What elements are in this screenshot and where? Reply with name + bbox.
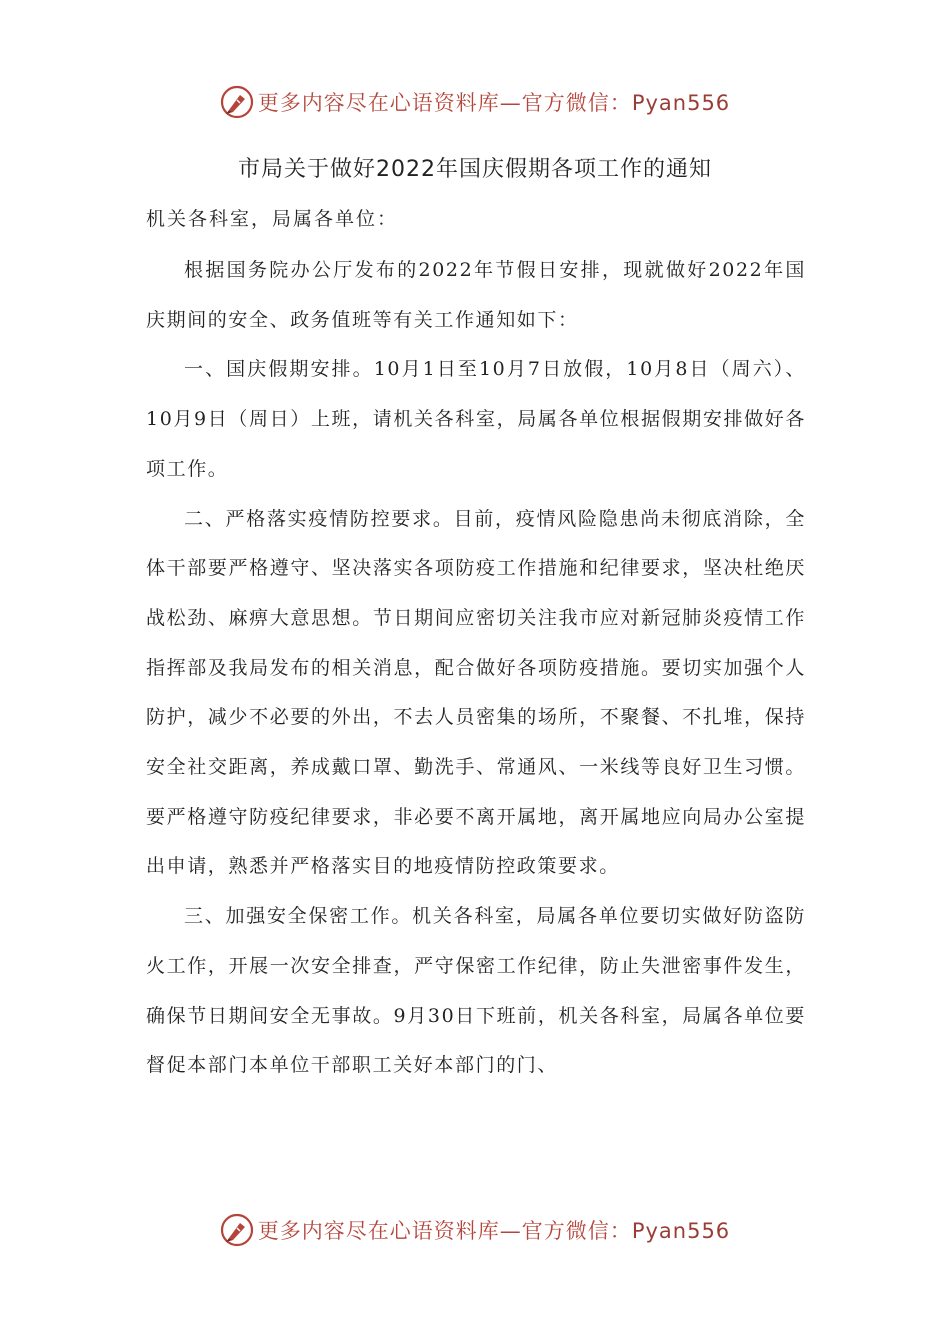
paragraph-holiday-schedule: 一、国庆假期安排。10月1日至10月7日放假，10月8日（周六）、10月9日（周日）上班，请机关各科室，局属各单位根据假期安排做好各项工作。 (146, 358, 806, 480)
banner-contact: Pyan556 (631, 1219, 731, 1243)
paragraph-epidemic-control: 二、严格落实疫情防控要求。目前，疫情风险隐患尚未彻底消除，全体干部要严格遵守、坚决落实各项防疫工作措施和纪律要求，坚决杜绝厌战松劲、麻痹大意思想。节日期间应密切关注我市应对新冠肺炎疫情工作指挥部及我局发布的相关消息，配合做好各项防疫措施。要切实加强个人防护，减少不必要的外出，不去人员密集的场所，不聚餐、不扎堆，保持安全社交距离，养成戴口罩、勤洗手、常通风、一米线等良好卫生习惯。要严格遵守防疫纪律要求，非必要不离开属地，离开属地应向局办公室提出申请，熟悉并严格落实目的地疫情防控政策要求。 (146, 507, 806, 878)
salutation: 机关各科室，局属各单位： (146, 208, 399, 230)
pen-nib-logo-icon (220, 85, 254, 119)
header-banner (0, 82, 950, 122)
paragraph-security: 三、加强安全保密工作。机关各科室，局属各单位要切实做好防盗防火工作，开展一次安全排查，严守保密工作纪律，防止失泄密事件发生，确保节日期间安全无事故。9月30日下班前，机关各科室，局属各单位要督促本部门本单位干部职工关好本部门的门、 (146, 905, 806, 1077)
banner-label: 更多内容尽在心语资料库—官方微信： (257, 91, 632, 115)
banner-text (258, 1215, 730, 1245)
paragraph-intro: 根据国务院办公厅发布的2022年节假日安排，现就做好2022年国庆期间的安全、政务值班等有关工作通知如下： (146, 259, 806, 331)
footer-banner (0, 1210, 950, 1250)
banner-contact: Pyan556 (631, 91, 731, 115)
banner-text (258, 87, 730, 117)
banner-label: 更多内容尽在心语资料库—官方微信： (257, 1219, 632, 1243)
pen-nib-logo-icon (220, 1213, 254, 1247)
document-title: 市局关于做好2022年国庆假期各项工作的通知 (238, 157, 712, 182)
document-body (146, 246, 806, 1091)
